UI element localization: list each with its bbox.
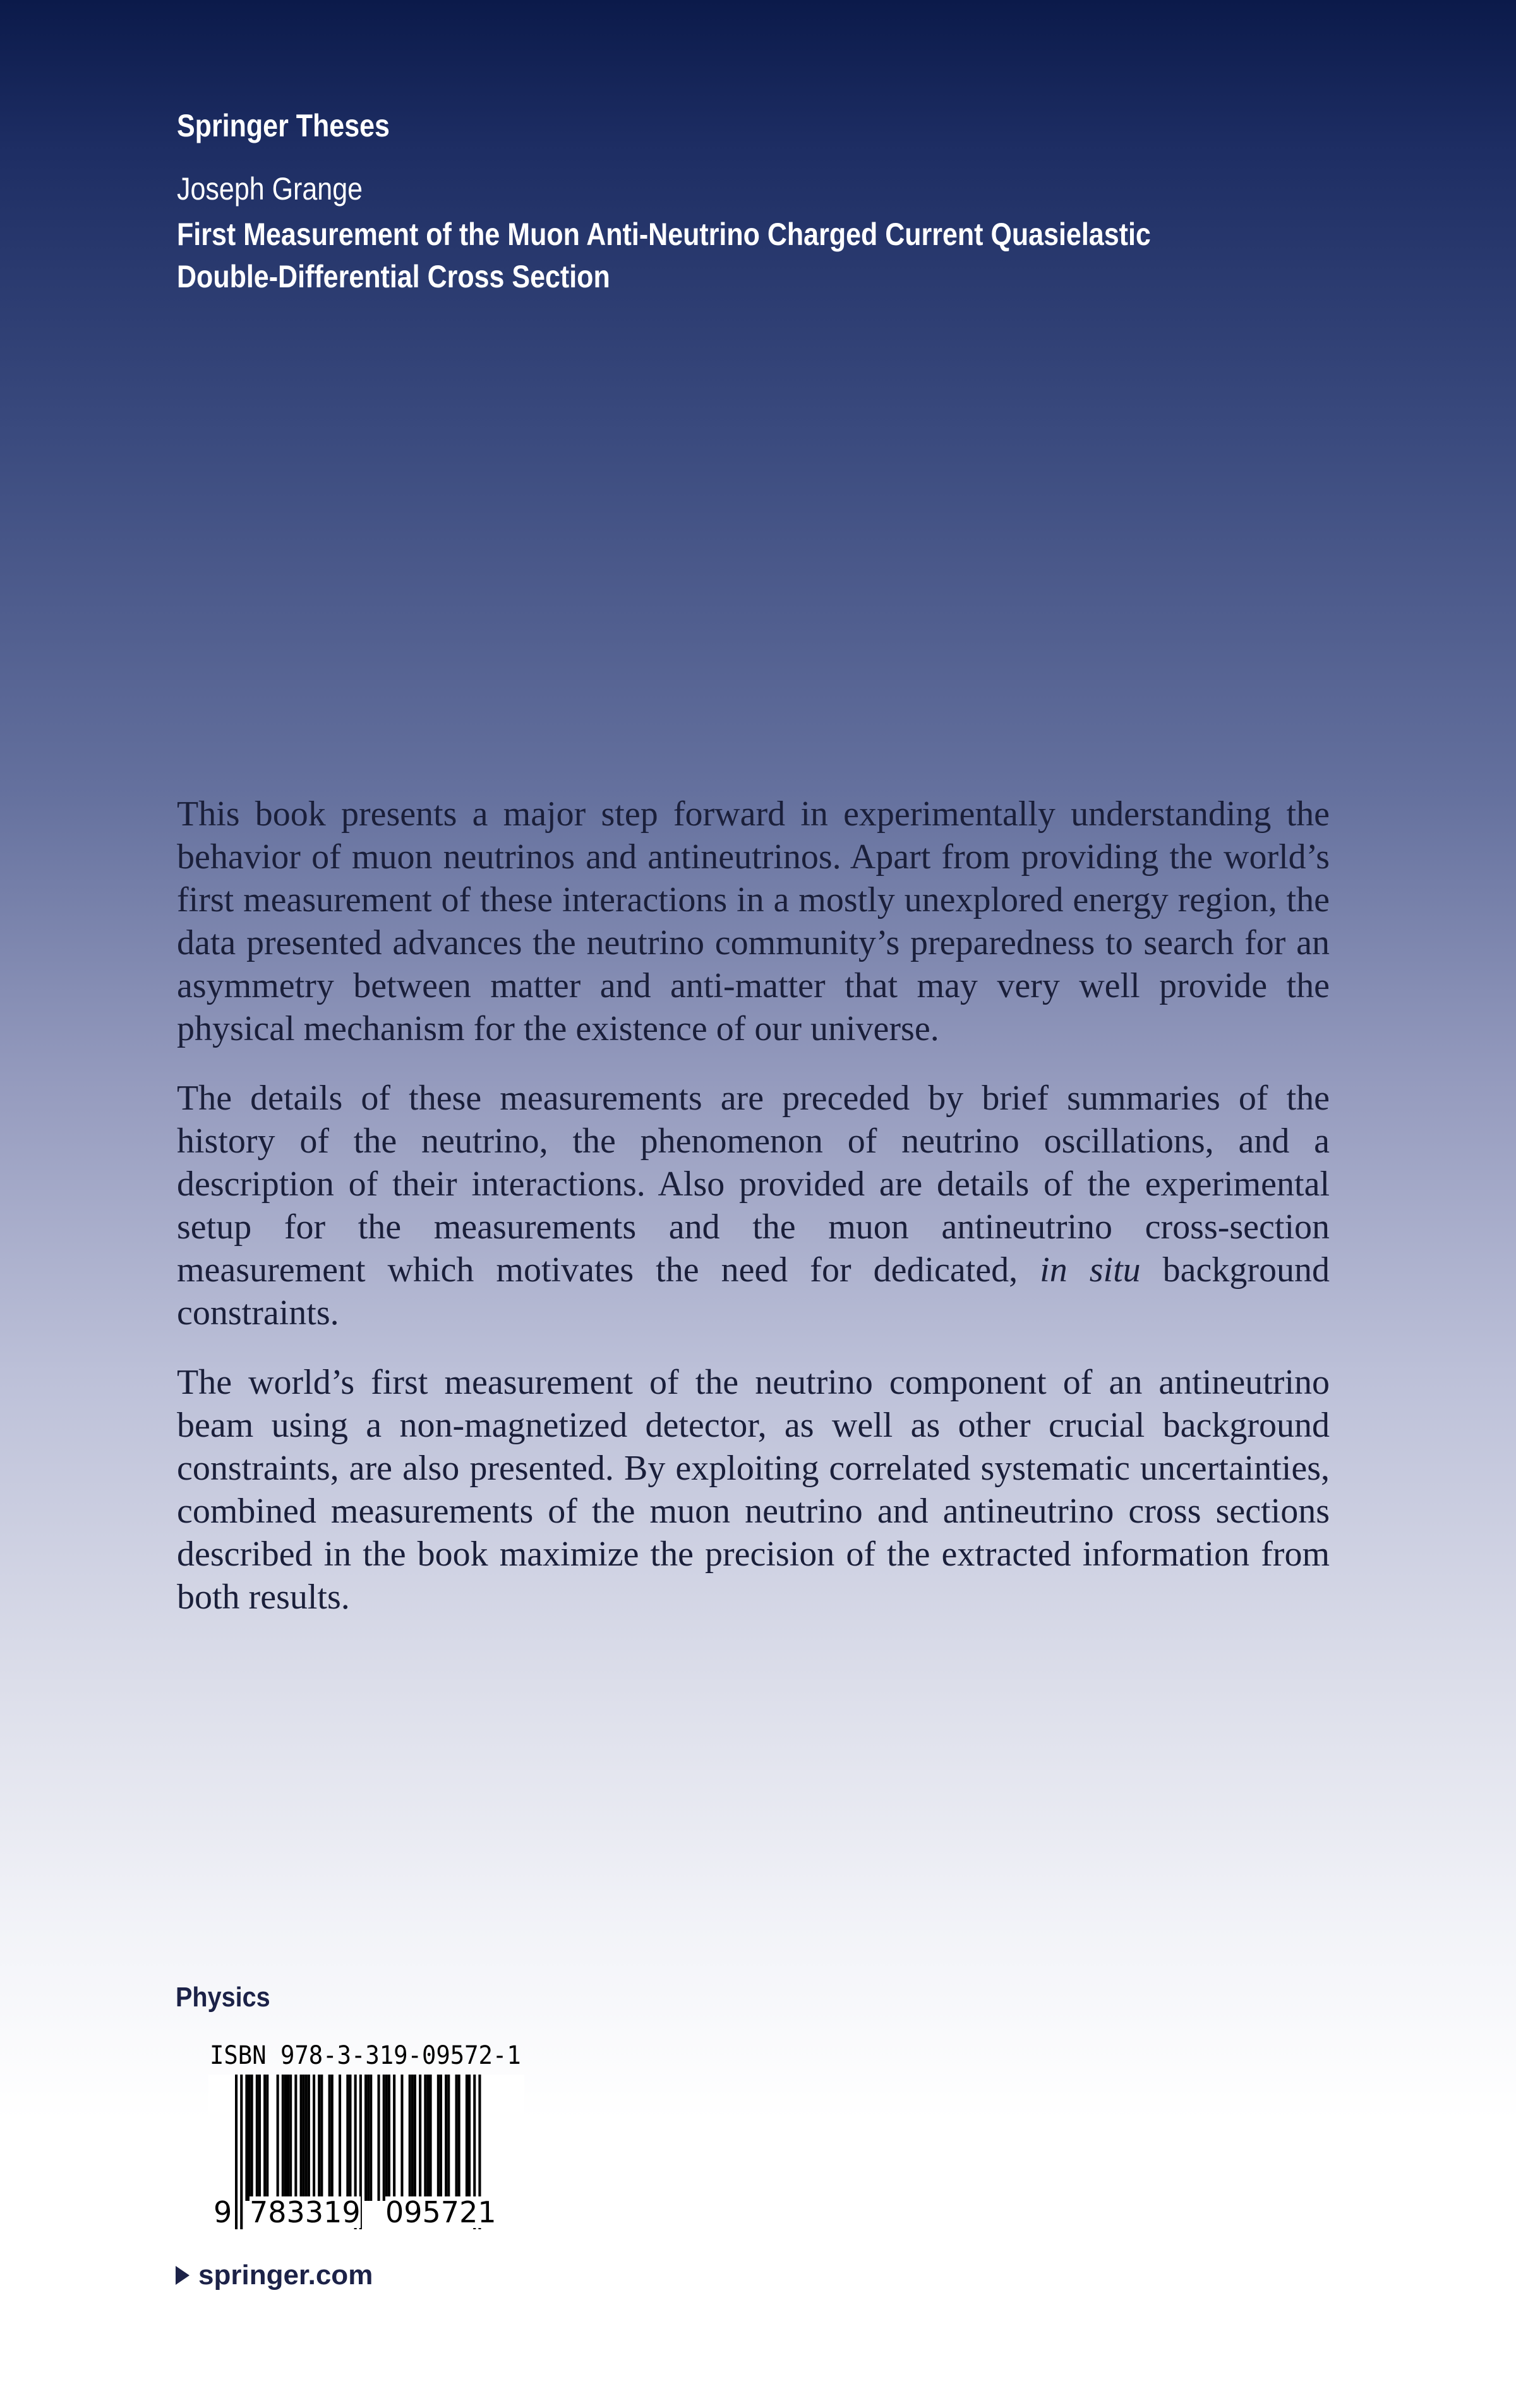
barcode-bar (258, 2075, 261, 2201)
barcode-bar (303, 2075, 305, 2201)
barcode-bar (383, 2075, 385, 2201)
barcode-bar (437, 2075, 440, 2201)
barcode-bar (251, 2075, 253, 2201)
barcode-bar (455, 2075, 458, 2201)
barcode-bar (385, 2075, 388, 2201)
barcode-bar (409, 2075, 411, 2201)
barcode-bar (411, 2075, 414, 2201)
blurb-paragraph-3: The world’s first measurement of the neutrino component of an antineutrino beam using a non-magnetized detector, as well as other crucial background constraints, are also presented. By exploiting correlated systematic uncertainties, combined measurements of the muon neutrino and antineutrino cross sections described in the book maximize the precision of the extracted information from both results. (177, 1363, 1330, 1617)
isbn-text: ISBN 978-3-319-09572-1 (210, 2041, 521, 2070)
barcode-bar (466, 2075, 468, 2201)
barcode-bar (339, 2075, 341, 2201)
barcode-bar (367, 2075, 370, 2201)
barcode-bar (419, 2075, 421, 2201)
barcode-bar (313, 2075, 315, 2201)
barcode-bar (263, 2075, 266, 2201)
barcode-bar (414, 2075, 416, 2201)
barcode-bar (300, 2075, 303, 2201)
barcode-bar (378, 2075, 380, 2201)
barcode-bar (370, 2075, 372, 2201)
barcode-left-digits: 783319 (250, 2195, 361, 2229)
blurb-paragraph-2-text: The details of these measurements are preceded by brief summaries of the history of the neutrino, the phenomenon of neutrino oscillations, and a description of their interactions. Also provided are details of the experimental setup for the measurements and the muon antineutrino cross-section measurement which motivates the need for dedicated, (177, 1079, 1330, 1290)
barcode-lead-digit: 9 (214, 2195, 232, 2229)
barcode-bar (266, 2075, 268, 2201)
barcode-bar (305, 2075, 308, 2201)
barcode-bar (287, 2075, 289, 2201)
barcode-bar (308, 2075, 310, 2201)
barcode-bar (424, 2075, 426, 2201)
barcode-bar (346, 2075, 349, 2201)
series-name: Springer Theses (177, 108, 390, 143)
barcode-bar (440, 2075, 442, 2201)
barcode-bar (400, 2075, 403, 2201)
barcode-bar (364, 2075, 367, 2201)
barcode-bar (277, 2075, 279, 2201)
barcode-bar (240, 2075, 243, 2229)
triangle-right-icon (176, 2266, 190, 2285)
barcode-bar (458, 2075, 460, 2201)
barcode-bar (294, 2075, 297, 2201)
barcode-bar (248, 2075, 251, 2201)
barcode-bar (331, 2075, 334, 2201)
barcode-bar (289, 2075, 292, 2201)
barcode-bar (393, 2075, 395, 2201)
subject-label: Physics (176, 1982, 270, 2013)
barcode-bar (245, 2075, 248, 2201)
blurb-paragraph-1: This book presents a major step forward in experimentally understanding the behavior of muon neutrinos and antineutrinos. Apart from providing the world’s first measurement of these interactions in a mostly unexplored energy region, the data presented advances the neutrino community’s preparedness to search for an asymmetry between matter and anti-matter that may very well provide the physical mechanism for the existence of our universe. (177, 794, 1330, 1048)
book-title-line: Double-Differential Cross Section (177, 259, 610, 294)
barcode-bar (282, 2075, 284, 2201)
blurb-paragraph-2 (177, 1077, 1330, 1334)
barcode-bar (328, 2075, 331, 2201)
barcode-bar (445, 2075, 447, 2201)
website-label: springer.com (198, 2260, 373, 2291)
barcode-bar (430, 2075, 432, 2201)
blurb-paragraph-2-tail: background constraints. (177, 1250, 1330, 1333)
barcode-bar (318, 2075, 320, 2201)
barcode-bar (235, 2075, 238, 2229)
barcode-bar (468, 2075, 471, 2201)
barcode-right-digits: 095721 (385, 2195, 496, 2229)
author-name: Joseph Grange (177, 171, 363, 207)
blurb-italic-term: in situ (1040, 1250, 1141, 1290)
barcode-bar (447, 2075, 450, 2201)
barcode-bar (388, 2075, 390, 2201)
blurb (177, 793, 1330, 1645)
barcode-bar (426, 2075, 429, 2201)
barcode-bar (349, 2075, 351, 2201)
book-title-line: First Measurement of the Muon Anti-Neutrino Charged Current Quasielastic (177, 217, 1151, 252)
barcode-bar (256, 2075, 258, 2201)
barcode-bar (320, 2075, 323, 2201)
book-title (177, 213, 1151, 298)
barcode-bar (284, 2075, 287, 2201)
website-link[interactable] (176, 2260, 373, 2291)
